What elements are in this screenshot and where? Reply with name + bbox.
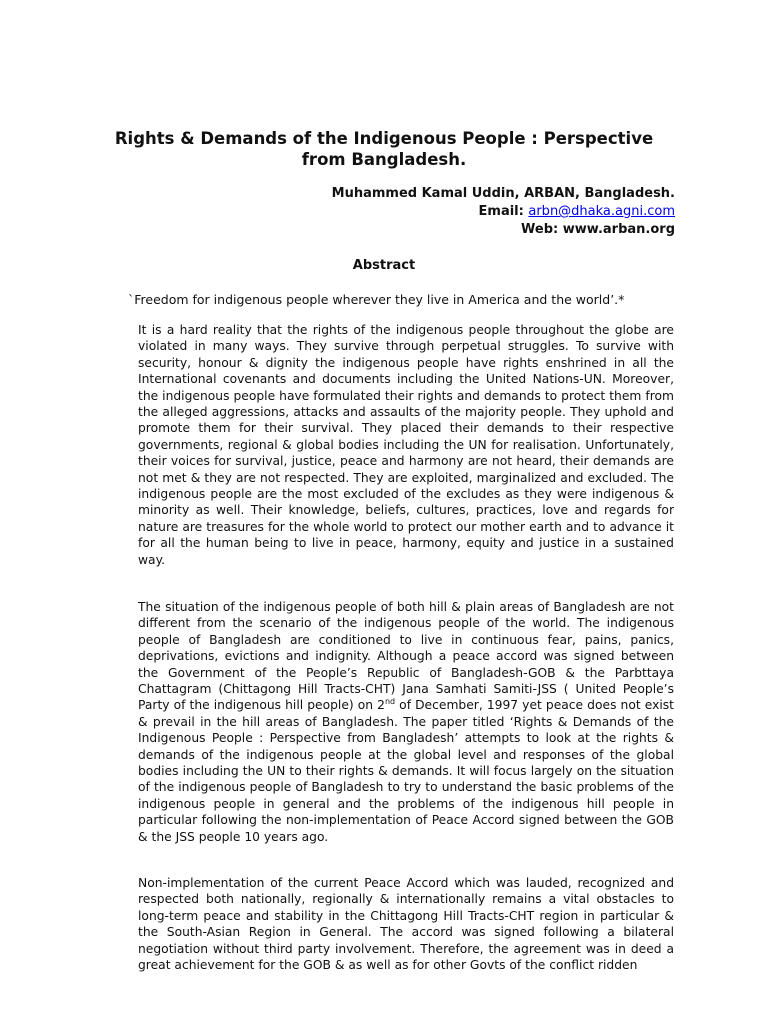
paragraph-2-part-a: The situation of the indigenous people of both hill & plain areas of Bangladesh are not different from the scenario of the indigenous people of the world. The indigenous people of Bangladesh are conditioned to live in continuous fear, pains, panics, deprivations, evictions and indignity. Although a peace accord was signed between the Government of the People’s Republic of Bangladesh-GOB & the Parbttaya Chattagram (Chittagong Hill Tracts-CHT) Jana Samhati Samiti-JSS ( United People’s Party of the indigenous hill people) on 2 bbox=[138, 600, 674, 713]
document-title: Rights & Demands of the Indigenous People : Perspective from Bangladesh. bbox=[114, 129, 654, 169]
email-line bbox=[332, 203, 675, 221]
abstract-paragraph-2 bbox=[138, 599, 674, 845]
email-label: Email bbox=[478, 204, 519, 219]
abstract-paragraph-1: It is a hard reality that the rights of the indigenous people throughout the globe are violated in many ways. They survive through perpetual struggles. To survive with security, honour & dignity the indigenous people have rights enshrined in all the International covenants and documents including the United Nations-UN. Moreover, the indigenous people have formulated their rights and demands to protect them from the alleged aggressions, attacks and assaults of the majority people. They uphold and promote them for their survival. They placed their demands to their respective governments, regional & global bodies including the UN for realisation. Unfortunately, their voices for survival, justice, peace and harmony are not heard, their demands are not met & they are not respected. They are exploited, marginalized and excluded. The indigenous people are the most excluded of the excludes as they were indigenous & minority as well. Their knowledge, beliefs, cultures, practices, love and regards for nature are treasures for the whole world to protect our mother earth and to advance it for all the human being to live in peace, harmony, equity and justice in a sustained way. bbox=[138, 323, 674, 567]
email-link[interactable]: arbn@dhaka.agni.com bbox=[528, 204, 675, 219]
web-line: Web: www.arban.org bbox=[521, 222, 675, 237]
ordinal-suffix: nd bbox=[384, 697, 396, 707]
abstract-heading: Abstract bbox=[352, 258, 416, 273]
author-line: Muhammed Kamal Uddin, ARBAN, Bangladesh. bbox=[331, 186, 675, 201]
epigraph-quote: `Freedom for indigenous people wherever they live in America and the world’.* bbox=[128, 292, 625, 307]
author-block bbox=[332, 185, 675, 239]
abstract-paragraph-3: Non-implementation of the current Peace Accord which was lauded, recognized and respected both nationally, regionally & internationally remains a vital obstacles to long-term peace and stability in the Chittagong Hill Tracts-CHT region in particular & the South-Asian Region in General. The accord was signed following a bilateral negotiation without third party involvement. Therefore, the agreement was in deed a great achievement for the GOB & as well as for other Govts of the conflict ridden bbox=[138, 876, 674, 973]
email-separator: : bbox=[518, 204, 529, 219]
paragraph-2-part-b: of December, 1997 yet peace does not exist & prevail in the hill areas of Bangladesh. The paper titled ‘Rights & Demands of the Indigenous People : Perspective from Bangladesh’ attempts to look at the rights & demands of the indigenous people at the global level and responses of the global bodies including the UN to their rights & demands. It will focus largely on the situation of the indigenous people of Bangladesh to try to understand the basic problems of the indigenous people in general and the problems of the indigenous hill people in particular following the non-implementation of Peace Accord signed between the GOB & the JSS people 10 years ago. bbox=[138, 698, 675, 844]
